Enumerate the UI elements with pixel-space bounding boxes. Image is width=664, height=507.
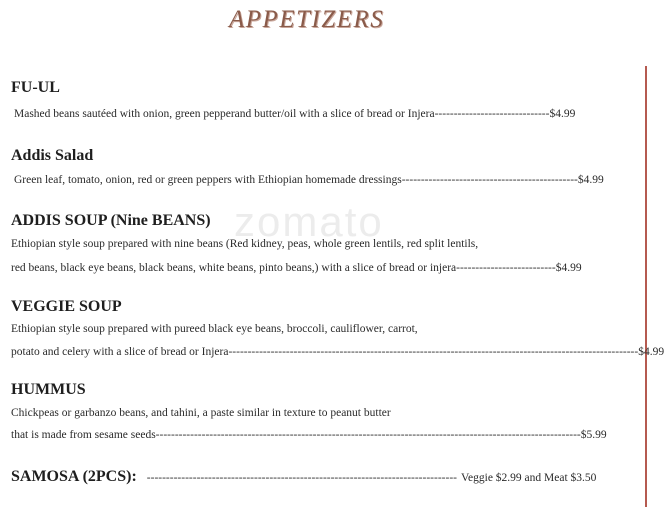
item-samosa [11,468,637,486]
item-description-addis-salad [14,174,638,186]
item-name-veggie-soup: VEGGIE SOUP [11,298,122,315]
description-line: potato and celery with a slice of bread or Injera [11,346,229,358]
price-veggie-soup: $4.99 [638,346,664,358]
item-description-hummus [11,429,639,441]
zomato-watermark: zomato [234,198,384,245]
item-name-samosa: SAMOSA (2PCS): [11,468,137,485]
price-samosa: Veggie $2.99 and Meat $3.50 [460,472,597,484]
price-hummus: $5.99 [580,429,607,441]
price-fu-ul: $4.99 [549,108,576,120]
description-line: Chickpeas or garbanzo beans, and tahini, a paste similar in texture to peanut butter [11,407,391,419]
item-description-addis-soup [11,262,638,274]
dot-leader: --------------------------------------------------------------------------------------------------------------- [155,429,581,441]
item-name-addis-salad: Addis Salad [11,147,94,164]
item-description-fu-ul [14,108,638,120]
price-addis-salad: $4.99 [577,174,604,186]
menu-border-line [645,66,647,507]
dot-leader: -------------------------- [456,262,556,274]
description-line: Green leaf, tomato, onion, red or green peppers with Ethiopian homemade dressings [14,174,402,186]
description-line: that is made from sesame seeds [11,429,156,441]
price-addis-soup: $4.99 [555,262,582,274]
dot-leader: --------------------------------------------------------------------------------- [146,472,457,484]
description-line: Ethiopian style soup prepared with pureed black eye beans, broccoli, cauliflower, carrot, [11,323,418,335]
page-title: APPETIZERS [229,6,385,33]
item-name-fu-ul: FU-UL [11,79,60,96]
item-name-hummus: HUMMUS [11,381,86,398]
description-line: red beans, black eye beans, black beans, white beans, pinto beans,) with a slice of bread or injera [11,262,457,274]
dot-leader: ----------------------------------------------------------------------------------------------------------- [228,346,639,358]
description-line: Ethiopian style soup prepared with nine beans (Red kidney, peas, whole green lentils, red split lentils, [11,238,479,250]
item-name-addis-soup: ADDIS SOUP (Nine BEANS) [11,212,211,229]
description-line: Mashed beans sautéed with onion, green pepperand butter/oil with a slice of bread or Injera [14,108,435,120]
item-description-veggie-soup [11,346,664,358]
dot-leader: ------------------------------ [434,108,550,120]
dot-leader: ---------------------------------------------- [401,174,578,186]
